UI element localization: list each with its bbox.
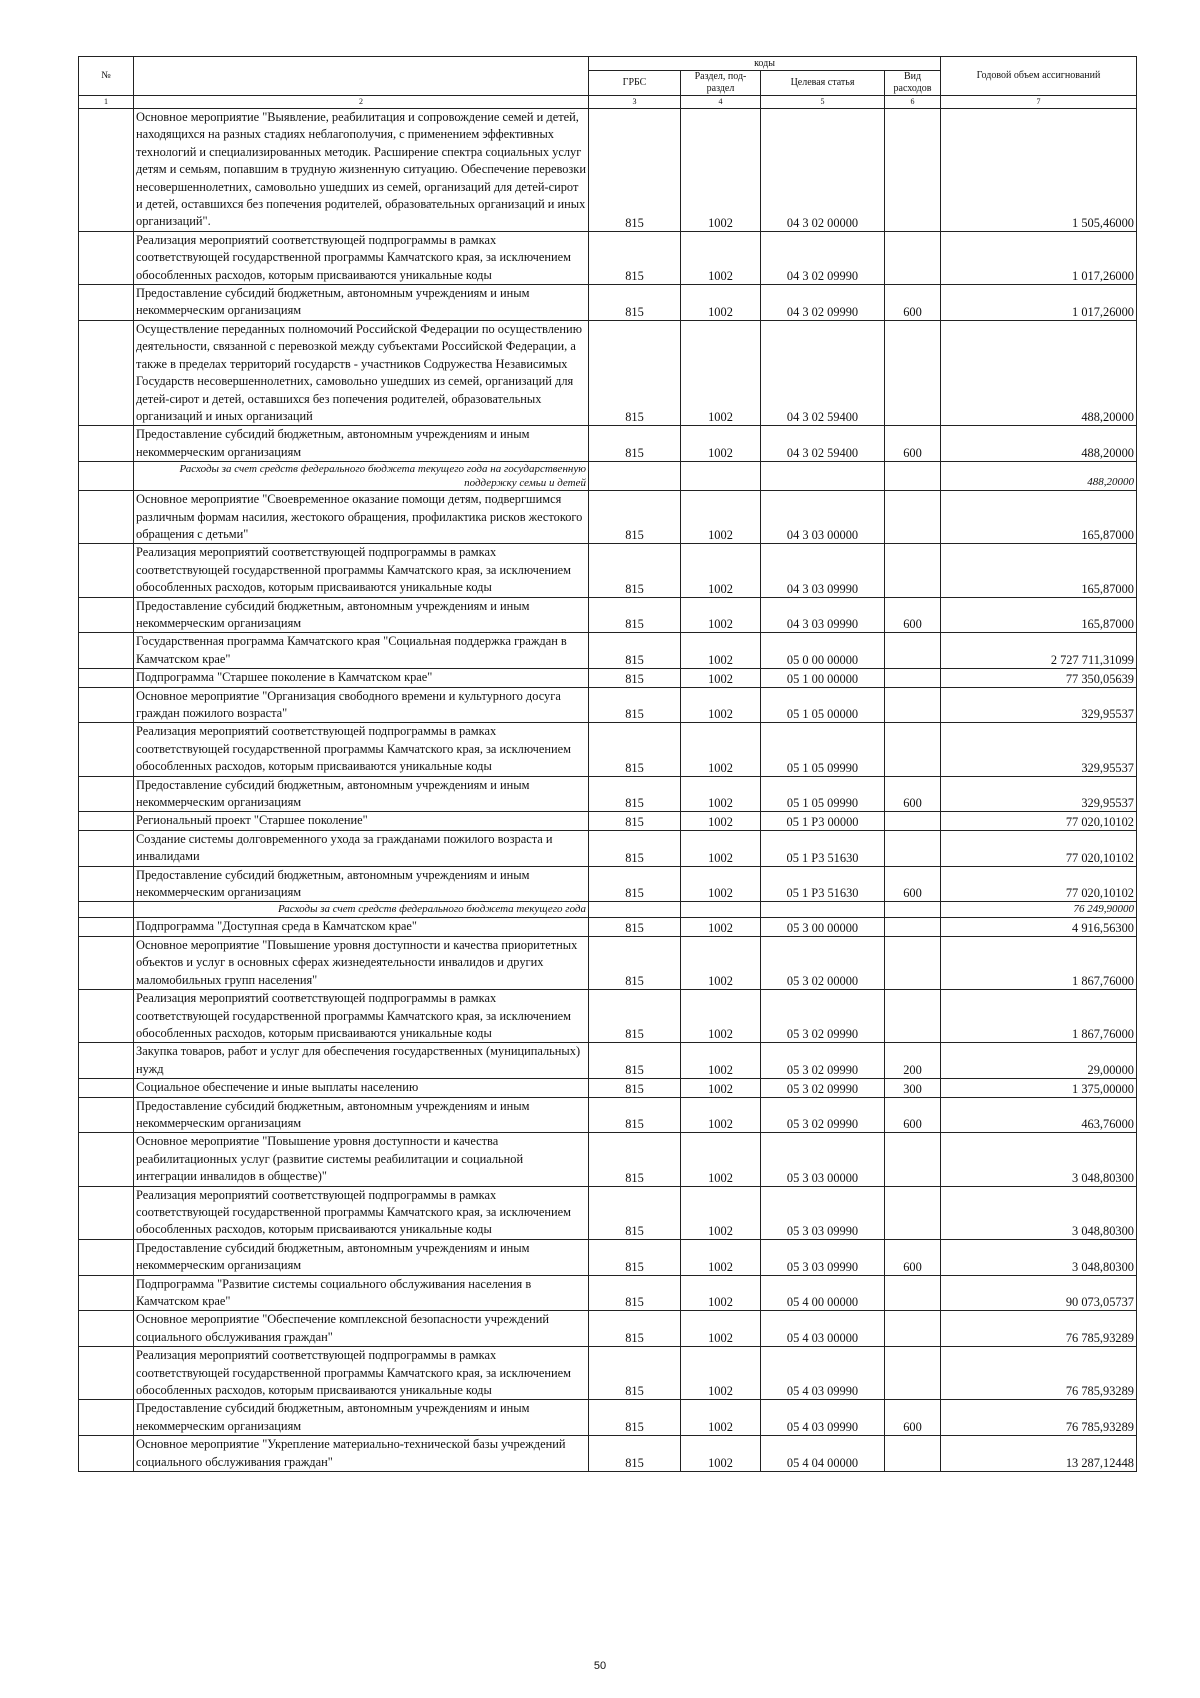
table-row [79, 1436, 1137, 1472]
row-target: 05 1 P3 00000 [761, 812, 885, 830]
row-grbs: 815 [589, 1311, 681, 1347]
row-name: Реализация мероприятий соответствующей подпрограммы в рамках соответствующей государственной программы Камчатского края, за исключением обособленных расходов, которым присваиваются уникальные коды [134, 1186, 589, 1239]
row-amount: 1 017,26000 [941, 231, 1137, 284]
row-expense-type [885, 669, 941, 687]
row-section: 1002 [681, 426, 761, 462]
row-number-cell [79, 902, 134, 918]
row-section: 1002 [681, 231, 761, 284]
row-grbs: 815 [589, 776, 681, 812]
row-target: 04 3 02 59400 [761, 426, 885, 462]
row-name: Реализация мероприятий соответствующей подпрограммы в рамках соответствующей государственной программы Камчатского края, за исключением обособленных расходов, которым присваиваются уникальные коды [134, 723, 589, 776]
row-grbs [589, 902, 681, 918]
row-number-cell [79, 109, 134, 232]
row-name: Подпрограмма "Доступная среда в Камчатском крае" [134, 918, 589, 936]
column-index: 7 [941, 96, 1137, 109]
table-row [79, 990, 1137, 1043]
table-row [79, 633, 1137, 669]
row-grbs: 815 [589, 320, 681, 425]
table-row [79, 285, 1137, 321]
row-expense-type [885, 1186, 941, 1239]
row-expense-type: 200 [885, 1043, 941, 1079]
row-name: Основное мероприятие "Повышение уровня доступности и качества реабилитационных услуг (развитие системы реабилитации и социальной интеграции инвалидов в обществе)" [134, 1133, 589, 1186]
row-target: 05 4 00 00000 [761, 1275, 885, 1311]
row-grbs: 815 [589, 918, 681, 936]
row-name: Основное мероприятие "Организация свободного времени и культурного досуга граждан пожилого возраста" [134, 687, 589, 723]
row-section: 1002 [681, 812, 761, 830]
table-row [79, 109, 1137, 232]
row-section: 1002 [681, 723, 761, 776]
row-expense-type [885, 544, 941, 597]
row-target: 05 1 05 09990 [761, 723, 885, 776]
row-target [761, 462, 885, 491]
row-expense-type [885, 462, 941, 491]
row-amount: 3 048,80300 [941, 1133, 1137, 1186]
row-target: 05 3 00 00000 [761, 918, 885, 936]
row-grbs: 815 [589, 231, 681, 284]
row-amount: 463,76000 [941, 1097, 1137, 1133]
funding-note-row [79, 902, 1137, 918]
row-number-cell [79, 830, 134, 866]
row-expense-type [885, 990, 941, 1043]
row-target: 05 3 03 09990 [761, 1239, 885, 1275]
row-grbs: 815 [589, 1133, 681, 1186]
row-target: 05 3 02 00000 [761, 936, 885, 989]
row-target: 05 3 02 09990 [761, 1097, 885, 1133]
row-grbs: 815 [589, 669, 681, 687]
row-number-cell [79, 1347, 134, 1400]
row-section [681, 902, 761, 918]
header-section: Раздел, под-раздел [681, 71, 761, 96]
row-grbs: 815 [589, 1400, 681, 1436]
table-row [79, 597, 1137, 633]
row-grbs: 815 [589, 1239, 681, 1275]
row-amount: 488,20000 [941, 426, 1137, 462]
header-grbs: ГРБС [589, 71, 681, 96]
row-expense-type [885, 936, 941, 989]
row-amount: 4 916,56300 [941, 918, 1137, 936]
row-number-cell [79, 285, 134, 321]
row-name: Предоставление субсидий бюджетным, автономным учреждениям и иным некоммерческим организациям [134, 776, 589, 812]
row-grbs: 815 [589, 491, 681, 544]
row-section: 1002 [681, 1097, 761, 1133]
row-expense-type [885, 491, 941, 544]
row-expense-type: 600 [885, 1097, 941, 1133]
row-target: 05 3 03 00000 [761, 1133, 885, 1186]
table-row [79, 1347, 1137, 1400]
row-expense-type: 600 [885, 1239, 941, 1275]
table-row [79, 1239, 1137, 1275]
row-target: 05 4 03 09990 [761, 1400, 885, 1436]
row-section: 1002 [681, 1436, 761, 1472]
table-row [79, 1079, 1137, 1097]
row-grbs: 815 [589, 426, 681, 462]
column-index: 6 [885, 96, 941, 109]
row-section: 1002 [681, 1400, 761, 1436]
row-name: Предоставление субсидий бюджетным, автономным учреждениям и иным некоммерческим организациям [134, 1239, 589, 1275]
row-amount: 488,20000 [941, 320, 1137, 425]
row-target: 05 4 04 00000 [761, 1436, 885, 1472]
row-name: Основное мероприятие "Выявление, реабилитация и сопровождение семей и детей, находящихся на разных стадиях неблагополучия, с применением эффективных технологий и специализированных методик. Расширение спектра социальных услуг детям и семьям, попавшим в трудную жизненную ситуацию. Обеспечение перевозки несовершеннолетних, самовольно ушедших из семей, организаций для детей-сирот и детей, оставшихся без попечения родителей, образовательных организаций и иных организаций". [134, 109, 589, 232]
row-target: 05 3 02 09990 [761, 1079, 885, 1097]
table-row [79, 776, 1137, 812]
row-grbs: 815 [589, 633, 681, 669]
row-name: Расходы за счет средств федерального бюджета текущего года [134, 902, 589, 918]
row-amount: 329,95537 [941, 776, 1137, 812]
row-target: 05 4 03 09990 [761, 1347, 885, 1400]
header-name [134, 57, 589, 96]
row-grbs: 815 [589, 1347, 681, 1400]
row-expense-type [885, 723, 941, 776]
row-grbs: 815 [589, 285, 681, 321]
table-row [79, 1133, 1137, 1186]
row-number-cell [79, 1275, 134, 1311]
row-number-cell [79, 1400, 134, 1436]
table-row [79, 812, 1137, 830]
column-index: 3 [589, 96, 681, 109]
row-expense-type [885, 918, 941, 936]
page-number: 50 [593, 1660, 607, 1672]
row-name: Расходы за счет средств федерального бюджета текущего года на государственную поддержку семьи и детей [134, 462, 589, 491]
row-name: Государственная программа Камчатского края "Социальная поддержка граждан в Камчатском крае" [134, 633, 589, 669]
row-number-cell [79, 866, 134, 902]
row-expense-type [885, 1133, 941, 1186]
row-name: Предоставление субсидий бюджетным, автономным учреждениям и иным некоммерческим организациям [134, 285, 589, 321]
row-amount: 76 785,93289 [941, 1311, 1137, 1347]
row-number-cell [79, 1436, 134, 1472]
row-target: 05 1 05 00000 [761, 687, 885, 723]
row-grbs: 815 [589, 1275, 681, 1311]
row-amount: 77 020,10102 [941, 866, 1137, 902]
row-name: Социальное обеспечение и иные выплаты населению [134, 1079, 589, 1097]
row-expense-type [885, 830, 941, 866]
table-row [79, 866, 1137, 902]
row-expense-type: 600 [885, 1400, 941, 1436]
row-target: 05 1 P3 51630 [761, 830, 885, 866]
table-row [79, 320, 1137, 425]
budget-table [78, 56, 1137, 1472]
row-grbs: 815 [589, 866, 681, 902]
column-index: 2 [134, 96, 589, 109]
row-target: 05 0 00 00000 [761, 633, 885, 669]
row-number-cell [79, 491, 134, 544]
row-amount: 165,87000 [941, 491, 1137, 544]
row-expense-type [885, 320, 941, 425]
row-target: 04 3 03 09990 [761, 597, 885, 633]
row-number-cell [79, 669, 134, 687]
row-number-cell [79, 687, 134, 723]
table-row [79, 1400, 1137, 1436]
row-grbs: 815 [589, 687, 681, 723]
row-number-cell [79, 776, 134, 812]
row-name: Региональный проект "Старшее поколение" [134, 812, 589, 830]
row-amount: 1 867,76000 [941, 990, 1137, 1043]
row-name: Предоставление субсидий бюджетным, автономным учреждениям и иным некоммерческим организациям [134, 426, 589, 462]
row-target: 05 3 02 09990 [761, 990, 885, 1043]
row-expense-type [885, 231, 941, 284]
row-amount: 488,20000 [941, 462, 1137, 491]
row-number-cell [79, 1043, 134, 1079]
row-expense-type: 600 [885, 285, 941, 321]
row-expense-type: 300 [885, 1079, 941, 1097]
row-amount: 29,00000 [941, 1043, 1137, 1079]
row-amount: 3 048,80300 [941, 1239, 1137, 1275]
table-row [79, 544, 1137, 597]
row-name: Подпрограмма "Старшее поколение в Камчатском крае" [134, 669, 589, 687]
row-number-cell [79, 544, 134, 597]
row-name: Основное мероприятие "Обеспечение комплексной безопасности учреждений социального обслуживания граждан" [134, 1311, 589, 1347]
row-number-cell [79, 918, 134, 936]
row-target: 05 1 P3 51630 [761, 866, 885, 902]
row-grbs: 815 [589, 723, 681, 776]
row-number-cell [79, 1186, 134, 1239]
row-section: 1002 [681, 776, 761, 812]
row-section: 1002 [681, 285, 761, 321]
row-amount: 1 867,76000 [941, 936, 1137, 989]
row-section [681, 462, 761, 491]
row-expense-type [885, 812, 941, 830]
row-grbs: 815 [589, 1079, 681, 1097]
row-target: 05 3 03 09990 [761, 1186, 885, 1239]
row-expense-type [885, 902, 941, 918]
table-row [79, 1097, 1137, 1133]
row-expense-type [885, 633, 941, 669]
row-section: 1002 [681, 1239, 761, 1275]
row-amount: 2 727 711,31099 [941, 633, 1137, 669]
column-index: 1 [79, 96, 134, 109]
row-name: Предоставление субсидий бюджетным, автономным учреждениям и иным некоммерческим организациям [134, 1400, 589, 1436]
row-number-cell [79, 231, 134, 284]
row-target: 05 1 00 00000 [761, 669, 885, 687]
row-section: 1002 [681, 1311, 761, 1347]
row-number-cell [79, 723, 134, 776]
row-amount: 329,95537 [941, 723, 1137, 776]
row-expense-type: 600 [885, 426, 941, 462]
row-expense-type [885, 109, 941, 232]
row-section: 1002 [681, 597, 761, 633]
row-section: 1002 [681, 1079, 761, 1097]
row-number-cell [79, 936, 134, 989]
table-row [79, 491, 1137, 544]
row-grbs: 815 [589, 1043, 681, 1079]
row-section: 1002 [681, 1043, 761, 1079]
row-name: Основное мероприятие "Укрепление материально-технической базы учреждений социального обслуживания граждан" [134, 1436, 589, 1472]
row-expense-type: 600 [885, 776, 941, 812]
row-name: Основное мероприятие "Повышение уровня доступности и качества приоритетных объектов и услуг в основных сферах жизнедеятельности инвалидов и других маломобильных групп населения" [134, 936, 589, 989]
row-name: Создание системы долговременного ухода за гражданами пожилого возраста и инвалидами [134, 830, 589, 866]
row-name: Реализация мероприятий соответствующей подпрограммы в рамках соответствующей государственной программы Камчатского края, за исключением обособленных расходов, которым присваиваются уникальные коды [134, 1347, 589, 1400]
table-row [79, 723, 1137, 776]
row-section: 1002 [681, 1275, 761, 1311]
column-index-row [79, 96, 1137, 109]
row-number-cell [79, 1133, 134, 1186]
row-number-cell [79, 426, 134, 462]
table-row [79, 1186, 1137, 1239]
row-target: 05 1 05 09990 [761, 776, 885, 812]
row-section: 1002 [681, 918, 761, 936]
row-name: Осуществление переданных полномочий Российской Федерации по осуществлению деятельности, связанной с перевозкой между субъектами Российской Федерации, а также в пределах территорий государств - участников Содружества Независимых Государств несовершеннолетних, самовольно ушедших из семей, организаций для детей-сирот и детей, оставшихся без попечения родителей, образовательных организаций и иных организаций [134, 320, 589, 425]
row-grbs: 815 [589, 109, 681, 232]
row-expense-type [885, 687, 941, 723]
row-number-cell [79, 1097, 134, 1133]
row-section: 1002 [681, 830, 761, 866]
row-number-cell [79, 1239, 134, 1275]
row-section: 1002 [681, 109, 761, 232]
row-amount: 76 785,93289 [941, 1347, 1137, 1400]
row-section: 1002 [681, 687, 761, 723]
row-name: Реализация мероприятий соответствующей подпрограммы в рамках соответствующей государственной программы Камчатского края, за исключением обособленных расходов, которым присваиваются уникальные коды [134, 231, 589, 284]
row-name: Реализация мероприятий соответствующей подпрограммы в рамках соответствующей государственной программы Камчатского края, за исключением обособленных расходов, которым присваиваются уникальные коды [134, 544, 589, 597]
row-number-cell [79, 320, 134, 425]
row-amount: 76 785,93289 [941, 1400, 1137, 1436]
table-row [79, 426, 1137, 462]
row-amount: 1 375,00000 [941, 1079, 1137, 1097]
row-number-cell [79, 633, 134, 669]
table-row [79, 669, 1137, 687]
row-number-cell [79, 812, 134, 830]
row-grbs: 815 [589, 1436, 681, 1472]
row-number-cell [79, 990, 134, 1043]
column-index: 4 [681, 96, 761, 109]
row-expense-type [885, 1347, 941, 1400]
row-section: 1002 [681, 320, 761, 425]
row-section: 1002 [681, 633, 761, 669]
row-target: 05 3 02 09990 [761, 1043, 885, 1079]
row-expense-type: 600 [885, 597, 941, 633]
row-section: 1002 [681, 544, 761, 597]
header-num: № [79, 57, 134, 96]
row-expense-type [885, 1311, 941, 1347]
table-row [79, 830, 1137, 866]
row-section: 1002 [681, 669, 761, 687]
row-amount: 13 287,12448 [941, 1436, 1137, 1472]
row-section: 1002 [681, 1133, 761, 1186]
row-number-cell [79, 1079, 134, 1097]
row-section: 1002 [681, 990, 761, 1043]
table-row [79, 687, 1137, 723]
row-section: 1002 [681, 1347, 761, 1400]
row-amount: 165,87000 [941, 544, 1137, 597]
row-name: Предоставление субсидий бюджетным, автономным учреждениям и иным некоммерческим организациям [134, 866, 589, 902]
header-expense-type: Вид расходов [885, 71, 941, 96]
row-name: Реализация мероприятий соответствующей подпрограммы в рамках соответствующей государственной программы Камчатского края, за исключением обособленных расходов, которым присваиваются уникальные коды [134, 990, 589, 1043]
header-amount: Годовой объем ассигнований [941, 57, 1137, 96]
budget-sheet [78, 56, 1136, 1472]
row-grbs: 815 [589, 597, 681, 633]
row-amount: 329,95537 [941, 687, 1137, 723]
row-target: 04 3 02 59400 [761, 320, 885, 425]
row-section: 1002 [681, 866, 761, 902]
row-grbs: 815 [589, 812, 681, 830]
row-section: 1002 [681, 491, 761, 544]
row-amount: 90 073,05737 [941, 1275, 1137, 1311]
row-grbs: 815 [589, 936, 681, 989]
row-target: 04 3 02 00000 [761, 109, 885, 232]
row-section: 1002 [681, 936, 761, 989]
row-grbs [589, 462, 681, 491]
row-target: 04 3 03 00000 [761, 491, 885, 544]
row-amount: 77 020,10102 [941, 812, 1137, 830]
table-row [79, 1275, 1137, 1311]
table-row [79, 1311, 1137, 1347]
budget-rows [79, 109, 1137, 1472]
row-name: Предоставление субсидий бюджетным, автономным учреждениям и иным некоммерческим организациям [134, 1097, 589, 1133]
row-expense-type [885, 1275, 941, 1311]
row-amount: 1 505,46000 [941, 109, 1137, 232]
row-target: 04 3 02 09990 [761, 285, 885, 321]
row-target: 05 4 03 00000 [761, 1311, 885, 1347]
row-name: Закупка товаров, работ и услуг для обеспечения государственных (муниципальных) нужд [134, 1043, 589, 1079]
row-grbs: 815 [589, 1186, 681, 1239]
table-row [79, 231, 1137, 284]
row-amount: 1 017,26000 [941, 285, 1137, 321]
row-name: Подпрограмма "Развитие системы социального обслуживания населения в Камчатском крае" [134, 1275, 589, 1311]
row-amount: 76 249,90000 [941, 902, 1137, 918]
row-target [761, 902, 885, 918]
header-codes: коды [589, 57, 941, 71]
table-row [79, 918, 1137, 936]
row-amount: 77 350,05639 [941, 669, 1137, 687]
row-amount: 77 020,10102 [941, 830, 1137, 866]
row-target: 04 3 02 09990 [761, 231, 885, 284]
table-row [79, 936, 1137, 989]
row-number-cell [79, 597, 134, 633]
table-row [79, 1043, 1137, 1079]
row-expense-type [885, 1436, 941, 1472]
row-section: 1002 [681, 1186, 761, 1239]
row-target: 04 3 03 09990 [761, 544, 885, 597]
row-grbs: 815 [589, 830, 681, 866]
row-expense-type: 600 [885, 866, 941, 902]
row-grbs: 815 [589, 1097, 681, 1133]
row-grbs: 815 [589, 990, 681, 1043]
row-amount: 165,87000 [941, 597, 1137, 633]
row-amount: 3 048,80300 [941, 1186, 1137, 1239]
row-name: Основное мероприятие "Своевременное оказание помощи детям, подвергшимся различным формам насилия, жестокого обращения, профилактика рисков жестокого обращения с детьми" [134, 491, 589, 544]
funding-note-row [79, 462, 1137, 491]
row-grbs: 815 [589, 544, 681, 597]
header-target: Целевая статья [761, 71, 885, 96]
column-index: 5 [761, 96, 885, 109]
row-name: Предоставление субсидий бюджетным, автономным учреждениям и иным некоммерческим организациям [134, 597, 589, 633]
row-number-cell [79, 1311, 134, 1347]
row-number-cell [79, 462, 134, 491]
